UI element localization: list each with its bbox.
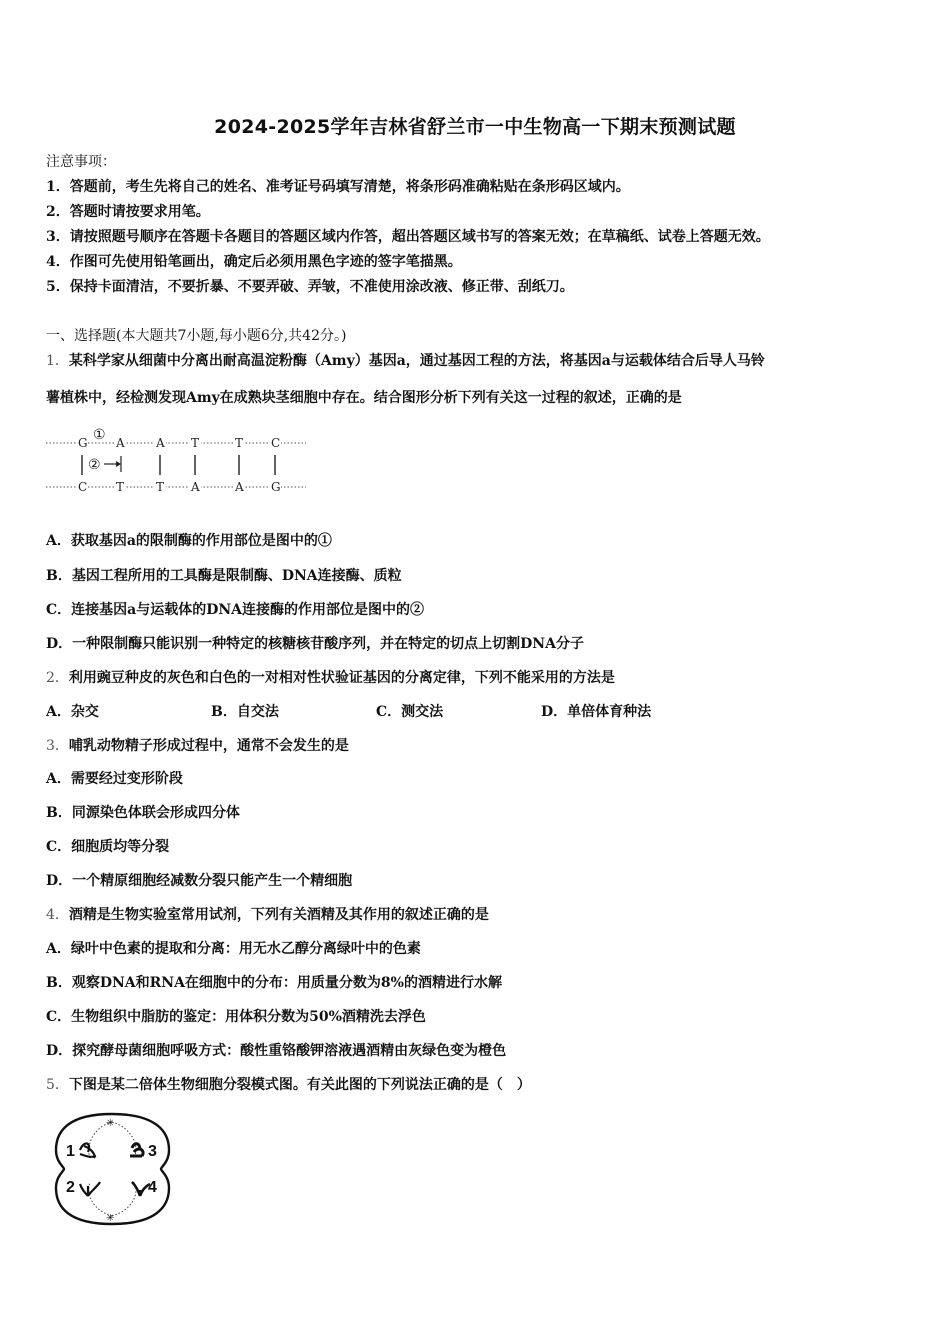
option-b[interactable]: B．自交法: [211, 704, 279, 720]
option-c[interactable]: C．细胞质均等分裂: [46, 839, 170, 855]
bottom-base: C: [78, 480, 88, 494]
question-5-stem: [46, 1076, 531, 1094]
question-number: 2．: [46, 670, 69, 686]
top-base: T: [235, 436, 244, 450]
notice-item: 4．作图可先使用铅笔画出，确定后必须用黑色字迹的签字笔描黑。: [46, 254, 462, 270]
marker-1: ①: [93, 427, 106, 443]
notice-item: 3．请按照题号顺序在答题卡各题目的答题区域内作答，超出答题区域书写的答案无效；在草稿纸、试卷上答题无效。: [46, 229, 770, 245]
notice-item: 5．保持卡面清洁，不要折暴、不要弄破、弄皱，不准使用涂改液、修正带、刮纸刀。: [46, 279, 574, 295]
question-text: 某科学家从细菌中分离出耐高温淀粉酶（Amy）基因a，通过基因工程的方法，将基因a与运载体结合后导人马铃: [68, 353, 765, 369]
question-number: 3．: [46, 738, 69, 754]
option-b[interactable]: B．基因工程所用的工具酶是限制酶、DNA连接酶、质粒: [46, 568, 402, 584]
dna-sequence-figure: [44, 425, 314, 497]
chromosome-1: [80, 1143, 96, 1158]
question-text: 哺乳动物精子形成过程中，通常不会发生的是: [68, 738, 349, 754]
option-c[interactable]: C．连接基因a与运载体的DNA连接酶的作用部位是图中的②: [46, 602, 425, 618]
question-text: 酒精是生物实验室常用试剂，下列有关酒精及其作用的叙述正确的是: [68, 907, 489, 923]
option-a[interactable]: A．杂交: [46, 704, 99, 720]
option-b[interactable]: B．观察DNA和RNA在细胞中的分布：用质量分数为8%的酒精进行水解: [46, 975, 502, 991]
question-text: 下图是某二倍体生物细胞分裂模式图。有关此图的下列说法正确的是（ ）: [68, 1077, 531, 1093]
question-4-stem: [46, 906, 489, 924]
marker-2: ②: [88, 457, 101, 473]
question-2-stem: [46, 669, 615, 687]
option-a[interactable]: A．绿叶中色素的提取和分离：用无水乙醇分离绿叶中的色素: [46, 941, 421, 957]
option-a[interactable]: A．获取基因a的限制酶的作用部位是图中的①: [46, 533, 332, 549]
bottom-base: A: [191, 480, 200, 494]
option-d[interactable]: D．一个精原细胞经减数分裂只能产生一个精细胞: [46, 873, 353, 889]
top-base: A: [116, 436, 125, 450]
notice-item: 2．答题时请按要求用笔。: [46, 204, 210, 220]
notice-heading: 注意事项：: [46, 154, 116, 170]
option-d[interactable]: D．一种限制酶只能识别一种特定的核糖核苷酸序列，并在特定的切点上切割DNA分子: [46, 636, 584, 652]
option-b[interactable]: B．同源染色体联会形成四分体: [46, 805, 240, 821]
question-number: 5．: [46, 1077, 69, 1093]
page-title: 2024-2025学年吉林省舒兰市一中生物高一下期末预测试题: [214, 116, 736, 138]
option-c[interactable]: C．生物组织中脂肪的鉴定：用体积分数为50%酒精洗去浮色: [46, 1009, 426, 1025]
cell-division-figure: [50, 1110, 175, 1228]
bottom-base: A: [235, 480, 244, 494]
question-number: 4．: [46, 907, 69, 923]
chromosome-label: 3: [148, 1143, 157, 1160]
cell-membrane: [56, 1114, 169, 1224]
centriole-icon: ✳: [106, 1118, 115, 1129]
centriole-icon: ✳: [106, 1213, 115, 1224]
option-c[interactable]: C．测交法: [376, 704, 444, 720]
top-base: C: [271, 436, 281, 450]
top-base: T: [191, 436, 200, 450]
bottom-base: T: [156, 480, 165, 494]
bottom-base: T: [116, 480, 125, 494]
option-d[interactable]: D．单倍体育种法: [541, 704, 652, 720]
option-a[interactable]: A．需要经过变形阶段: [46, 771, 183, 787]
question-text: 利用豌豆种皮的灰色和白色的一对相对性状验证基因的分离定律，下列不能采用的方法是: [68, 670, 615, 686]
chromosome-label: 1: [66, 1143, 75, 1160]
top-base: A: [156, 436, 165, 450]
chromosome-label: 4: [148, 1179, 157, 1196]
question-1-stem: [46, 352, 765, 370]
section-heading: 一、选择题(本大题共7小题,每小题6分,共42分。): [46, 328, 347, 344]
arrowhead-icon: [116, 461, 121, 467]
chromosome-3: [130, 1144, 143, 1156]
chromosome-2: [80, 1182, 100, 1196]
bottom-base: G: [271, 480, 281, 494]
question-3-stem: [46, 737, 349, 755]
option-d[interactable]: D．探究酵母菌细胞呼吸方式：酸性重铬酸钾溶液遇酒精由灰绿色变为橙色: [46, 1043, 507, 1059]
chromosome-label: 2: [66, 1179, 75, 1196]
top-base: G: [78, 436, 88, 450]
question-1-stem-cont: 薯植株中，经检测发现Amy在成熟块茎细胞中存在。结合图形分析下列有关这一过程的叙述，正确的是: [46, 390, 682, 406]
notice-item: 1．答题前，考生先将自己的姓名、准考证号码填写清楚，将条形码准确粘贴在条形码区域内。: [46, 179, 630, 195]
question-number: 1．: [46, 353, 69, 369]
